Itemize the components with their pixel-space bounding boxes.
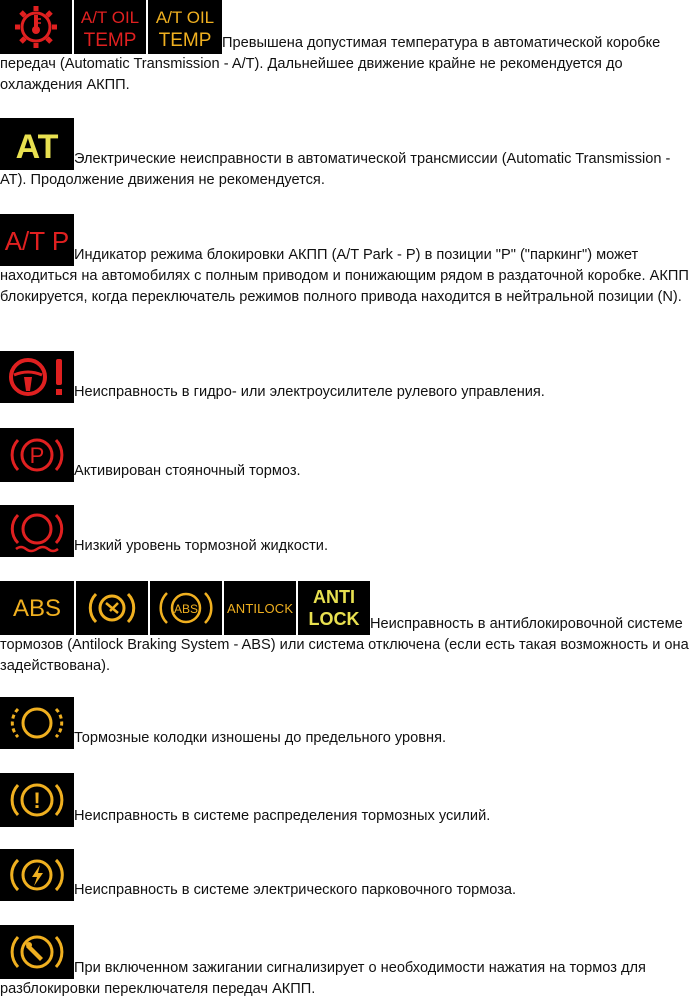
entry-text: Неисправность в гидро- или электроусилителе рулевого управления. [74,384,545,400]
entry-parking-brake [0,428,700,482]
svg-text:ABS: ABS [173,602,199,616]
svg-text:A/T P: A/T P [4,226,70,256]
brake-force-distribution-icon [0,773,74,827]
entry-text: Тормозные колодки изношены до предельного уровня. [74,730,447,746]
svg-text:A/T OIL: A/T OIL [80,8,140,27]
entry-text: Неисправность в антиблокировочной системе тормозов (Antilock Braking System - ABS) или система отключена (если есть такая возможность и она задействована). [0,616,689,674]
at-icon [0,118,74,170]
svg-text:LOCK: LOCK [308,609,360,629]
entry-brake-pedal [0,925,700,1000]
svg-text:!: ! [33,788,41,813]
entry-at-oil-temp [0,0,700,96]
entry-text: Превышена допустимая температура в автоматической коробке передач (Automatic Transmission - A/T). Дальнейшее движение крайне не рекомендуется до охлаждения АКПП. [0,35,661,93]
brake-fluid-icon [0,505,74,557]
thermometer-gear-icon [0,0,72,54]
abs-circle-icon [150,581,222,635]
entry-at-park [0,214,700,308]
entry-text: При включенном зажигании сигнализирует о необходимости нажатия на тормоз для разблокировки переключателя передач АКПП. [0,960,646,997]
antilock-text-icon [224,581,296,635]
entry-text: Неисправность в системе распределения тормозных усилий. [74,808,491,824]
at-oil-temp-amber-icon [148,0,222,54]
svg-text:AT: AT [15,128,59,166]
abs-skid-icon [76,581,148,635]
anti-lock-text-icon [298,581,370,635]
steering-wheel-warning-icon [0,351,74,403]
entry-text: Низкий уровень тормозной жидкости. [74,538,329,554]
entry-brake-pads [0,697,700,749]
brake-pad-wear-icon [0,697,74,749]
svg-text:A/T OIL: A/T OIL [155,8,215,27]
svg-text:TEMP: TEMP [158,30,212,51]
entry-text: Активирован стояночный тормоз. [74,463,301,479]
brake-pedal-icon [0,925,74,979]
entry-steering [0,351,700,403]
electric-parking-brake-icon [0,849,74,901]
at-oil-temp-red-icon [74,0,146,54]
parking-brake-icon [0,428,74,482]
abs-text-icon [0,581,74,635]
entry-text: Электрические неисправности в автоматической трансмиссии (Automatic Transmission - AT). Продолжение движения не рекомендуется. [0,151,671,188]
entry-text: Неисправность в системе электрического парковочного тормоза. [74,882,517,898]
entry-abs [0,581,700,677]
entry-electric-parking-brake [0,849,700,901]
svg-text:ANTI: ANTI [313,587,355,607]
entry-at [0,118,700,191]
entry-text: Индикатор режима блокировки АКПП (A/T Park - P) в позиции "P" ("паркинг") может находиться на автомобилях с полным приводом и понижающим рядом в раздаточной коробке. АКПП блокируется, когда переключатель режимов полного привода находится в нейтральной позиции (N). [0,247,689,305]
at-park-icon [0,214,74,266]
svg-text:P: P [29,443,45,468]
svg-text:ANTILOCK: ANTILOCK [227,601,293,616]
svg-text:ABS: ABS [12,595,62,622]
entry-brake-distribution [0,773,700,827]
entry-brake-fluid [0,505,700,557]
svg-text:TEMP: TEMP [83,30,137,51]
